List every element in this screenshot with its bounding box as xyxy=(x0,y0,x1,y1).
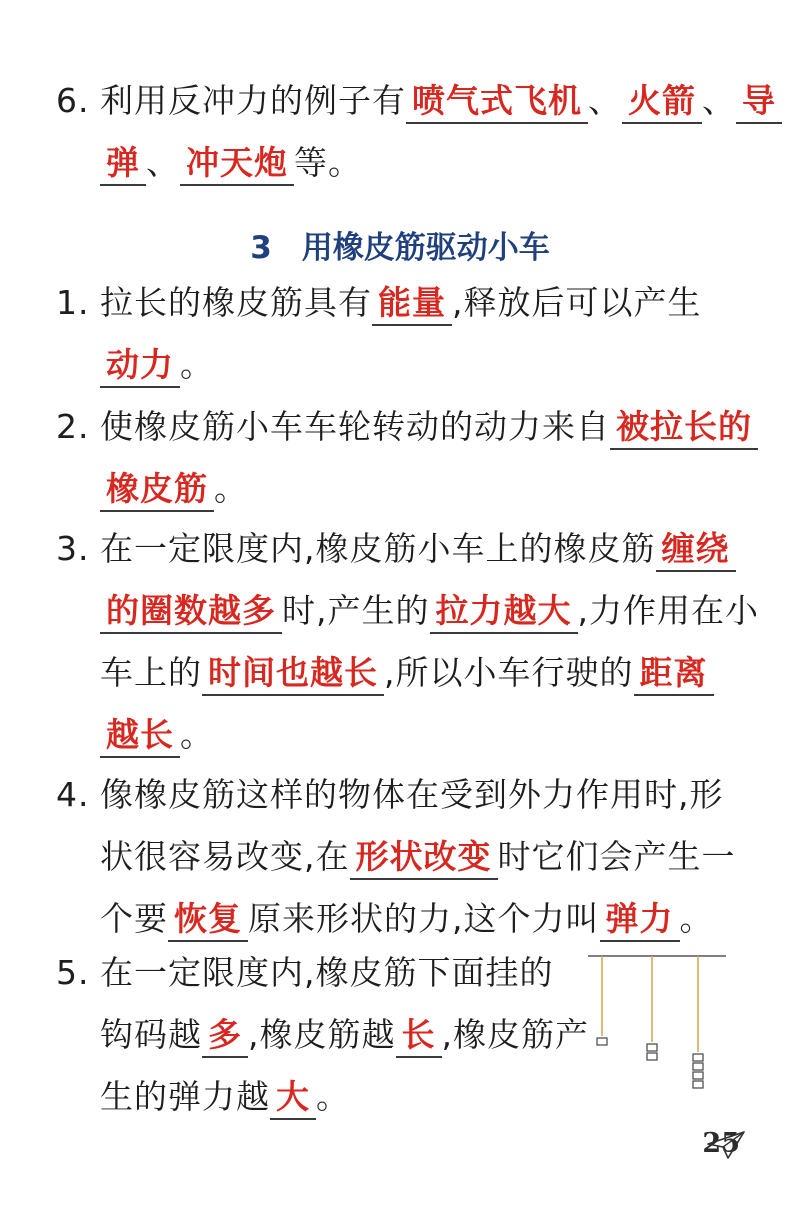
question-text: 拉长的橡皮筋具有 xyxy=(100,283,372,322)
question-text: ,所以小车行驶的 xyxy=(384,653,634,692)
answer-blank: 橡皮筋 xyxy=(100,469,214,512)
punctuation: 。 xyxy=(214,469,248,508)
question-text: 个要 xyxy=(100,899,168,938)
question-text: 状很容易改变,在 xyxy=(100,837,350,876)
page-number: 25 xyxy=(702,1128,740,1159)
band-3 xyxy=(693,956,703,1088)
answer-blank: 火箭 xyxy=(622,81,702,124)
weight-2 xyxy=(647,1044,657,1051)
question-text: 像橡皮筋这样的物体在受到外力作用时,形 xyxy=(100,775,724,814)
punctuation: 。 xyxy=(316,1077,350,1116)
question-text: ,释放后可以产生 xyxy=(452,283,702,322)
answer-blank: 形状改变 xyxy=(350,837,498,880)
question-text: 等。 xyxy=(294,143,362,182)
question-text: 利用反冲力的例子有 xyxy=(100,81,406,120)
section-title-text: 用橡皮筋驱动小车 xyxy=(301,230,550,266)
answer-blank: 拉力越大 xyxy=(430,591,578,634)
punctuation: 。 xyxy=(679,899,714,938)
weight-7 xyxy=(693,1081,703,1088)
answer-blank: 多 xyxy=(202,1015,248,1058)
band-2 xyxy=(647,956,657,1060)
question-6 xyxy=(56,70,782,194)
question-number: 1. xyxy=(56,283,90,322)
question-text: ,力作用在小 xyxy=(577,591,759,630)
answer-blank: 距离 xyxy=(634,653,714,696)
question-text: 使橡皮筋小车车轮转动的动力来自 xyxy=(100,407,610,446)
answer-blank: 动力 xyxy=(100,345,180,388)
weight-5 xyxy=(693,1063,703,1070)
answer-blank: 缠绕 xyxy=(656,529,736,572)
answer-blank: 时间也越长 xyxy=(202,653,384,696)
question-3 xyxy=(56,518,759,766)
section-title xyxy=(0,222,800,267)
question-number: 3. xyxy=(56,529,90,568)
question-text: 在一定限度内,橡皮筋小车上的橡皮筋 xyxy=(100,529,656,568)
question-text: 时,产生的 xyxy=(282,591,430,630)
question-text: 原来形状的力,这个力叫 xyxy=(248,899,600,938)
punctuation: 、 xyxy=(702,81,736,120)
question-text: 时它们会产生一 xyxy=(497,837,736,876)
punctuation: 、 xyxy=(146,143,180,182)
answer-blank: 冲天炮 xyxy=(180,143,294,186)
weight-3 xyxy=(647,1053,657,1060)
question-text: 在一定限度内,橡皮筋下面挂的 xyxy=(100,953,554,992)
weight-6 xyxy=(693,1072,703,1079)
weight-1 xyxy=(597,1038,607,1045)
question-text: ,橡皮筋产 xyxy=(441,1015,589,1054)
punctuation: 。 xyxy=(180,345,214,384)
question-number: 2. xyxy=(56,407,90,446)
question-5 xyxy=(56,942,589,1128)
answer-blank: 导 xyxy=(736,81,782,124)
question-text: ,橡皮筋越 xyxy=(248,1015,396,1054)
answer-blank: 弹力 xyxy=(600,899,680,942)
answer-blank: 弹 xyxy=(100,143,146,186)
answer-blank: 被拉长的 xyxy=(610,407,758,450)
punctuation: 。 xyxy=(180,715,214,754)
weight-4 xyxy=(693,1054,703,1061)
section-number: 3 xyxy=(250,230,272,266)
answer-blank: 喷气式飞机 xyxy=(406,81,588,124)
question-number: 6. xyxy=(56,81,90,120)
paper-plane-icon xyxy=(706,1128,746,1162)
answer-blank: 大 xyxy=(270,1077,316,1120)
band-1 xyxy=(597,956,607,1045)
answer-blank: 能量 xyxy=(372,283,452,326)
answer-blank: 越长 xyxy=(100,715,180,758)
question-text: 生的弹力越 xyxy=(100,1077,270,1116)
question-4 xyxy=(56,764,736,950)
question-number: 5. xyxy=(56,953,90,992)
answer-blank: 长 xyxy=(396,1015,442,1058)
question-2 xyxy=(56,396,758,520)
question-text: 钩码越 xyxy=(100,1015,202,1054)
answer-blank: 的圈数越多 xyxy=(100,591,282,634)
punctuation: 、 xyxy=(588,81,622,120)
rubber-band-weights-diagram xyxy=(580,950,730,1100)
question-1 xyxy=(56,272,702,396)
question-number: 4. xyxy=(56,775,90,814)
question-text: 车上的 xyxy=(100,653,202,692)
answer-blank: 恢复 xyxy=(168,899,248,942)
